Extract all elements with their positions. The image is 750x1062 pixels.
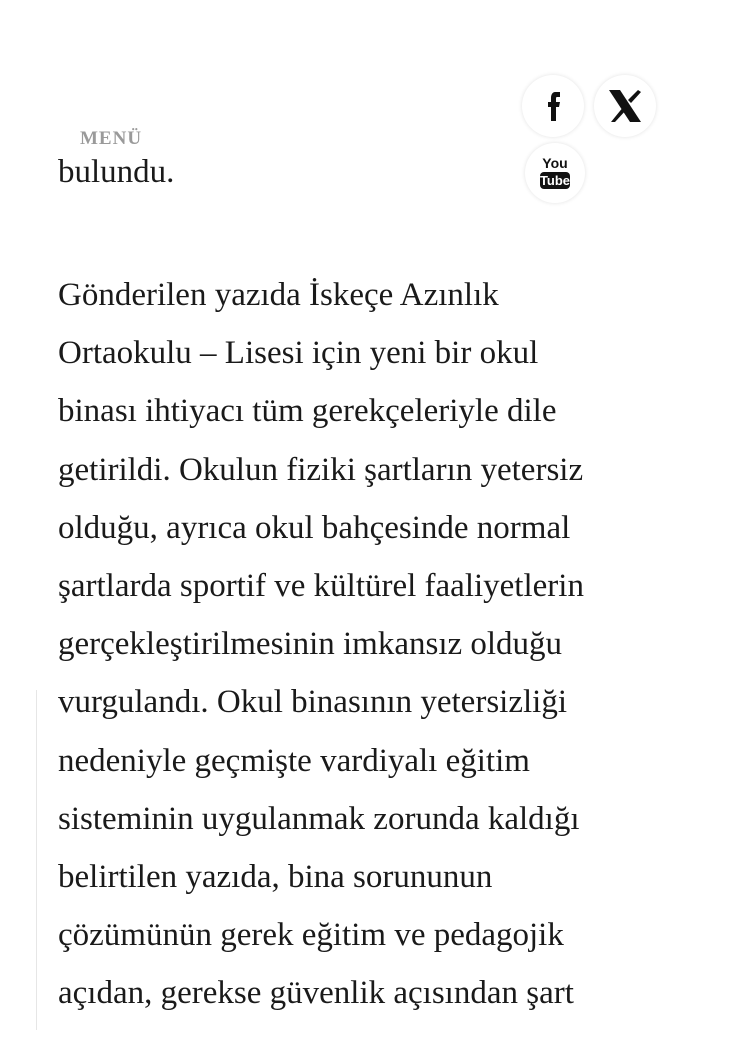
facebook-button[interactable] — [522, 75, 584, 137]
twitter-button[interactable] — [594, 75, 656, 137]
paragraph-line: nedeniyle geçmişte vardiyalı eğitim — [58, 742, 530, 779]
youtube-button[interactable] — [525, 143, 585, 203]
paragraph-line: vurgulandı. Okul binasının yetersizliği — [58, 684, 567, 721]
paragraph-line: sisteminin uygulanmak zorunda kaldığı — [58, 800, 580, 837]
menu-button[interactable] — [80, 128, 142, 150]
paragraph — [58, 266, 728, 1023]
article-partial-line — [58, 158, 358, 194]
paragraph-line: Ortaokulu – Lisesi için yeni bir okul — [58, 335, 539, 372]
left-rule-divider — [36, 690, 37, 1030]
paragraph-line: binası ihtiyacı tüm gerekçeleriyle dile — [58, 393, 557, 430]
article-partial-text: bulundu. — [58, 158, 175, 190]
youtube-text-bottom: Tube — [539, 173, 571, 188]
paragraph-line: getirildi. Okulun fiziki şartların yetersiz — [58, 451, 584, 488]
paragraph-line: açıdan, gerekse güvenlik açısından şart — [58, 975, 574, 1012]
x-icon — [603, 84, 647, 128]
facebook-icon — [533, 86, 573, 126]
paragraph-line: belirtilen yazıda, bina sorununun — [58, 859, 493, 896]
youtube-text-top: You — [542, 155, 568, 171]
paragraph-line: şartlarda sportif ve kültürel faaliyetlerin — [58, 568, 584, 605]
paragraph-line: çözümünün gerek eğitim ve pedagojik — [58, 917, 564, 954]
menu-label: MENÜ — [80, 128, 143, 149]
youtube-icon — [535, 152, 575, 194]
paragraph-line: olduğu, ayrıca okul bahçesinde normal — [58, 509, 571, 546]
paragraph-line: gerçekleştirilmesinin imkansız olduğu — [58, 626, 563, 663]
paragraph-line: Gönderilen yazıda İskeçe Azınlık — [58, 277, 499, 313]
